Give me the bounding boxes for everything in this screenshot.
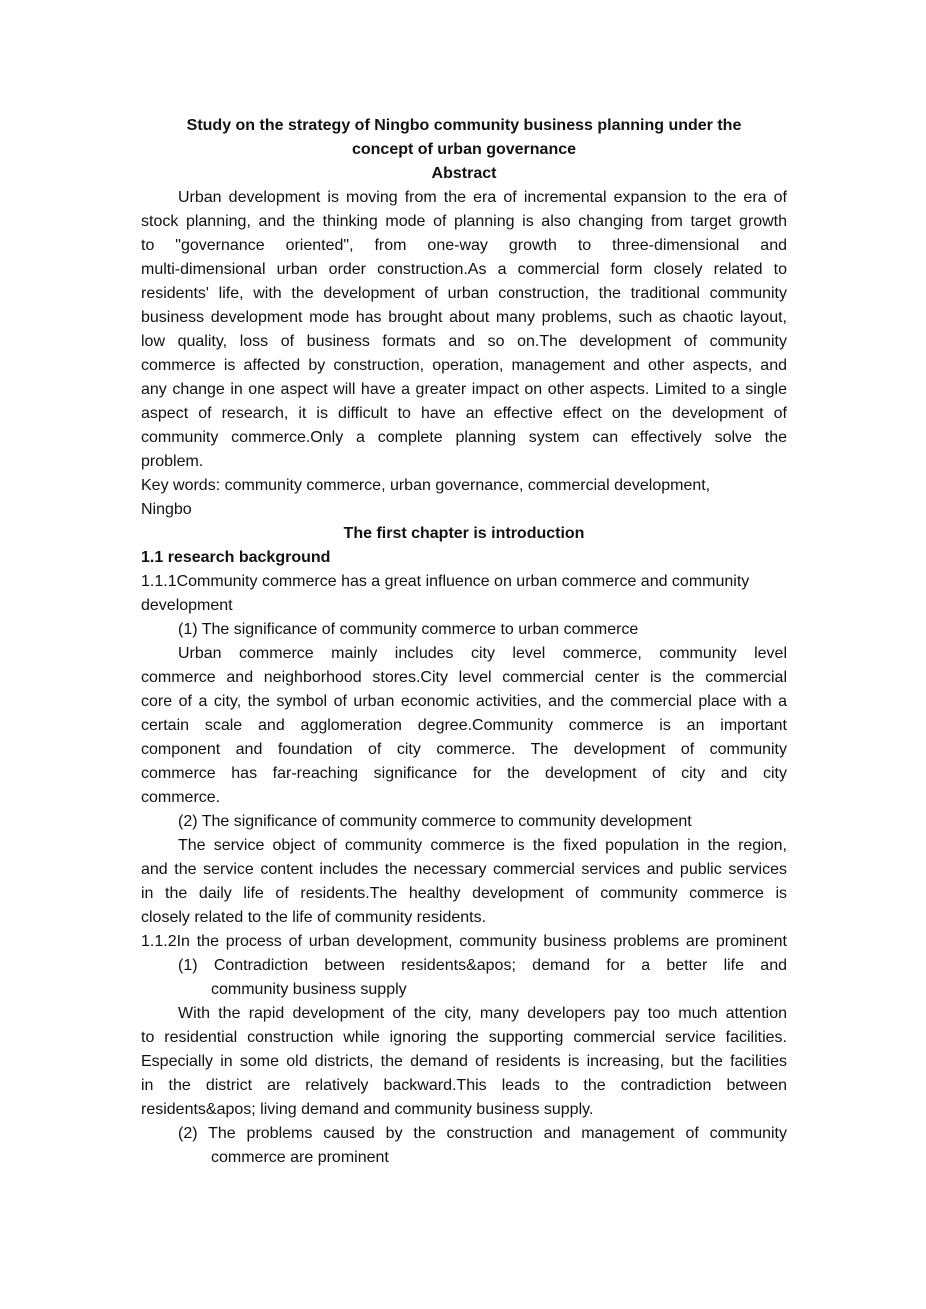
text-line: closely related to the life of community residents.: [141, 909, 487, 926]
text-line: With the rapid development of the city, many developers pay too much attention: [178, 1005, 787, 1022]
paragraph: [141, 834, 787, 930]
text-line: and the service content includes the necessary commercial services and public services: [141, 861, 787, 878]
text-line: to "governance oriented", from one-way growth to three-dimensional and: [141, 237, 787, 254]
text-line: commerce.: [141, 789, 221, 806]
text-line: Urban commerce mainly includes city level commerce, community level: [178, 645, 787, 662]
text-line: residents' life, with the development of urban construction, the traditional community: [141, 285, 787, 302]
text-line: community commerce.Only a complete planning system can effectively solve the: [141, 429, 787, 446]
text-line: commerce has far-reaching significance for the development of city and city: [141, 765, 787, 782]
paragraph-heading: (1) The significance of community commerce to urban commerce: [178, 621, 639, 638]
paragraph: [141, 1002, 787, 1122]
text-line: problem.: [141, 453, 204, 470]
text-line: in the daily life of residents.The healthy development of community commerce is: [141, 885, 787, 902]
text-line: The service object of community commerce is the fixed population in the region,: [178, 837, 787, 854]
paragraph-heading: (2) The significance of community commerce to community development: [178, 813, 692, 830]
text-line: business development mode has brought about many problems, such as chaotic layout,: [141, 309, 787, 326]
chapter-heading: The first chapter is introduction: [343, 525, 585, 542]
subsection-heading: 1.1.1Community commerce has a great influence on urban commerce and community: [141, 573, 750, 590]
text-line: commerce and neighborhood stores.City level commercial center is the commercial: [141, 669, 787, 686]
text-line: commerce is affected by construction, operation, management and other aspects, and: [141, 357, 787, 374]
text-line: residents&apos; living demand and community business supply.: [141, 1101, 594, 1118]
keywords: Key words: community commerce, urban governance, commercial development,: [141, 477, 711, 494]
paragraph-heading: community business supply: [211, 981, 407, 998]
text-line: stock planning, and the thinking mode of planning is also changing from target growth: [141, 213, 787, 230]
text-line: low quality, loss of business formats and so on.The development of community: [141, 333, 787, 350]
text-line: Especially in some old districts, the demand of residents is increasing, but the facilities: [141, 1053, 787, 1070]
document-title: concept of urban governance: [351, 141, 577, 158]
paragraph: [141, 642, 787, 810]
paragraph-heading: commerce are prominent: [211, 1149, 389, 1166]
paragraph-heading: (1) Contradiction between residents&apos; demand for a better life and: [178, 957, 787, 974]
text-line: component and foundation of city commerce. The development of community: [141, 741, 787, 758]
text-line: any change in one aspect will have a greater impact on other aspects. Limited to a single: [141, 381, 787, 398]
section-heading: 1.1 research background: [141, 549, 331, 566]
text-line: in the district are relatively backward.This leads to the contradiction between: [141, 1077, 787, 1094]
text-line: to residential construction while ignoring the supporting commercial service facilities.: [141, 1029, 787, 1046]
text-line: aspect of research, it is difficult to have an effective effect on the development of: [141, 405, 787, 422]
paragraph-heading: (2) The problems caused by the construction and management of community: [178, 1125, 787, 1142]
text-line: multi-dimensional urban order construction.As a commercial form closely related to: [141, 261, 787, 278]
text-line: Urban development is moving from the era of incremental expansion to the era of: [178, 189, 787, 206]
document-title: Study on the strategy of Ningbo community business planning under the: [186, 117, 742, 134]
abstract-paragraph: [141, 186, 787, 474]
document-page: [141, 114, 787, 1170]
text-line: core of a city, the symbol of urban economic activities, and the commercial place with a: [141, 693, 787, 710]
subsection-heading: 1.1.2In the process of urban development, community business problems are prominent: [141, 933, 787, 950]
abstract-heading: Abstract: [431, 165, 497, 182]
keywords: Ningbo: [141, 501, 192, 518]
subsection-heading: development: [141, 597, 233, 614]
text-line: certain scale and agglomeration degree.Community commerce is an important: [141, 717, 787, 734]
